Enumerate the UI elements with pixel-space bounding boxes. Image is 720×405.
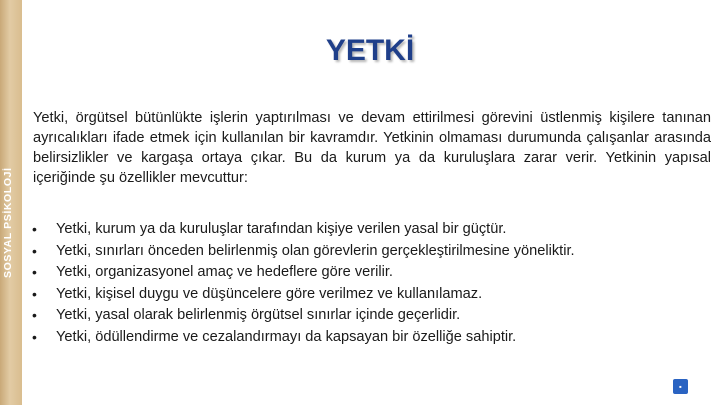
bullet-item: • Yetki, sınırları önceden belirlenmiş olan görevlerin gerçekleştirilmesine yöneliktir. [30,241,700,263]
bullet-item: • Yetki, ödüllendirme ve cezalandırmayı da kapsayan bir özelliğe sahiptir. [30,327,700,349]
slide-title: YETKİ [325,34,415,67]
sidebar-band: SOSYAL PSİKOLOJİ [0,0,22,405]
bullet-item: • Yetki, organizasyonel amaç ve hedeflere göre verilir. [30,262,700,284]
intro-paragraph: Yetki, örgütsel bütünlükte işlerin yaptırılması ve devam ettirilmesi görevini üstlenmiş kişilere tanınan ayrıcalıkları ifade etmek için kullanılan bir kavramdır. Yetkinin olmaması durumunda çalışanlar arasında belirsizlikler ve kargaşa ortaya çıkar. Bu da kurum ya da kuruluşlara zarar verir. Yetkinin yapısal içeriğinde şu özellikler mevcuttur: [33,110,711,186]
bullet-item: • Yetki, yasal olarak belirlenmiş örgütsel sınırlar içinde geçerlidir. [30,305,700,327]
bullet-item: • Yetki, kurum ya da kuruluşlar tarafından kişiye verilen yasal bir güçtür. [30,219,700,241]
bullet-item: • Yetki, kişisel duygu ve düşüncelere göre verilmez ve kullanılamaz. [30,284,700,306]
bullet-list [30,219,700,348]
logo-icon: ■ [673,379,688,394]
